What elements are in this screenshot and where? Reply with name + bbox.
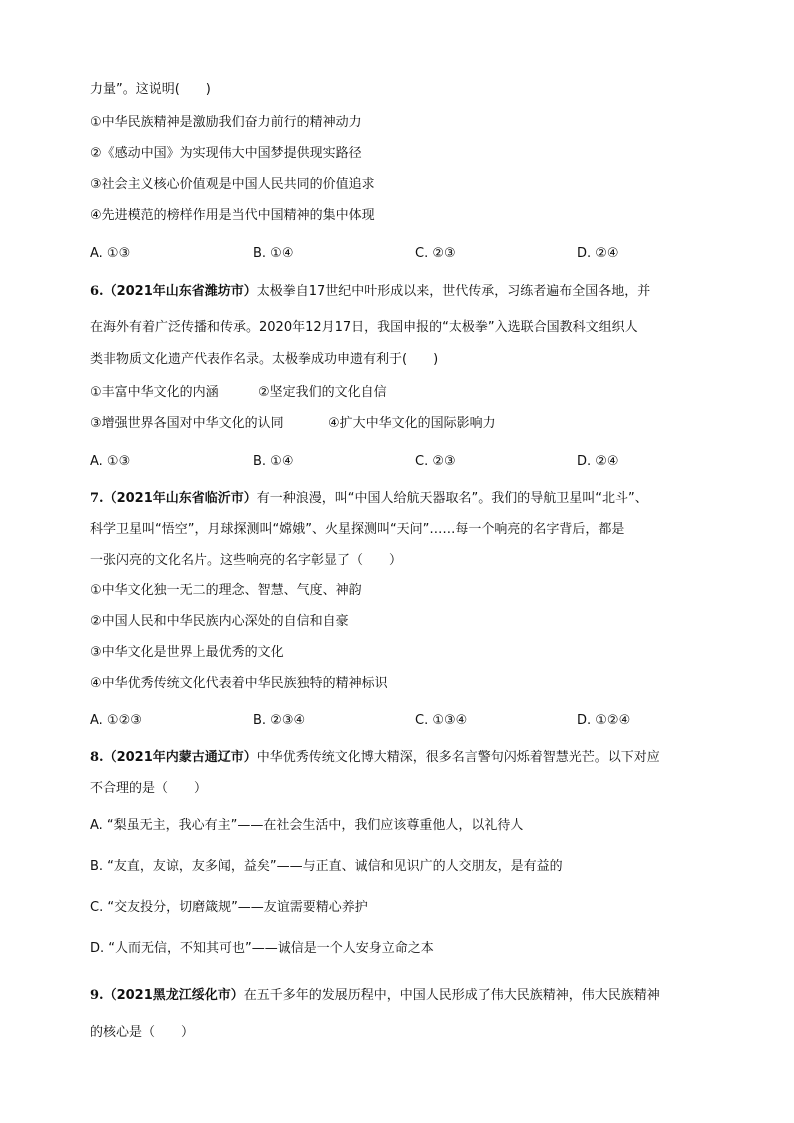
option-d[interactable]: D. ②④ — [577, 246, 619, 261]
option-a[interactable]: A. ①③ — [90, 246, 131, 261]
option-c[interactable]: C. “交友投分，切磨箴规”——友谊需要精心养护 — [90, 900, 368, 915]
question-source: （2021年内蒙古通辽市） — [103, 750, 257, 765]
question-9-stem-line-1 — [90, 986, 660, 1006]
question-number: 9. — [90, 988, 104, 1003]
statement-3: ③增强世界各国对中华文化的认同 — [90, 416, 284, 431]
option-b[interactable]: B. ①④ — [253, 454, 294, 469]
statement-3: ③中华文化是世界上最优秀的文化 — [90, 645, 284, 660]
question-8-stem-line-1 — [90, 748, 660, 768]
stem-text: 有一种浪漫，叫“中国人给航天器取名”。我们的导航卫星叫“北斗”、 — [256, 491, 648, 506]
option-d[interactable]: D. ①②④ — [577, 713, 631, 728]
statement-1: ①丰富中华文化的内涵 — [90, 385, 219, 400]
statement-4: ④先进模范的榜样作用是当代中国精神的集中体现 — [90, 208, 375, 223]
question-7-stem-line-2: 科学卫星叫“悟空”，月球探测叫“嫦娥”、火星探测叫“天问”……每一个响亮的名字背后，都是 — [90, 522, 625, 537]
statement-2: ②中国人民和中华民族内心深处的自信和自豪 — [90, 614, 349, 629]
question-number: 7. — [90, 491, 104, 506]
option-c[interactable]: C. ②③ — [415, 246, 456, 261]
statement-1: ①中华文化独一无二的理念、智慧、气度、神韵 — [90, 583, 362, 598]
stem-text: 中华优秀传统文化博大精深，很多名言警句闪烁着智慧光芒。以下对应 — [256, 750, 660, 765]
option-d[interactable]: D. ②④ — [577, 454, 619, 469]
option-d[interactable]: D. “人而无信，不知其可也”——诚信是一个人安身立命之本 — [90, 941, 434, 956]
question-number: 8. — [90, 750, 104, 765]
question-source: （2021年山东省潍坊市） — [103, 284, 257, 299]
question-7-stem-line-1 — [90, 489, 648, 509]
stem-text: 在五千多年的发展历程中，中国人民形成了伟大民族精神，伟大民族精神 — [243, 988, 660, 1003]
option-a[interactable]: A. “梨虽无主，我心有主”——在社会生活中，我们应该尊重他人，以礼待人 — [90, 818, 524, 833]
question-stem-tail: 力量”。这说明( ) — [90, 82, 211, 97]
option-c[interactable]: C. ②③ — [415, 454, 456, 469]
option-b[interactable]: B. “友直，友谅，友多闻，益矣”——与正直、诚信和见识广的人交朋友，是有益的 — [90, 859, 563, 874]
statement-4: ④扩大中华文化的国际影响力 — [328, 416, 496, 431]
option-b[interactable]: B. ①④ — [253, 246, 294, 261]
option-a[interactable]: A. ①③ — [90, 454, 131, 469]
statement-2: ②《感动中国》为实现伟大中国梦提供现实路径 — [90, 146, 362, 161]
option-c[interactable]: C. ①③④ — [415, 713, 468, 728]
option-b[interactable]: B. ②③④ — [253, 713, 306, 728]
statement-2: ②坚定我们的文化自信 — [258, 385, 387, 400]
question-8-stem-line-2: 不合理的是（ ） — [90, 781, 208, 796]
question-6-stem-line-2: 在海外有着广泛传播和传承。2020年12月17日，我国申报的“太极拳”入选联合国教科文组织人 — [90, 320, 638, 335]
question-number: 6. — [90, 284, 104, 299]
question-7-stem-line-3: 一张闪亮的文化名片。这些响亮的名字彰显了（ ） — [90, 553, 403, 568]
question-6-stem-line-1 — [90, 282, 650, 302]
question-source: （2021黑龙江绥化市） — [103, 988, 244, 1003]
question-source: （2021年山东省临沂市） — [103, 491, 257, 506]
question-9-stem-line-2: 的核心是（ ） — [90, 1025, 195, 1040]
statement-4: ④中华优秀传统文化代表着中华民族独特的精神标识 — [90, 676, 388, 691]
stem-text: 太极拳自17世纪中叶形成以来，世代传承，习练者遍布全国各地，并 — [256, 284, 651, 299]
option-a[interactable]: A. ①②③ — [90, 713, 142, 728]
statement-3: ③社会主义核心价值观是中国人民共同的价值追求 — [90, 177, 375, 192]
statement-1: ①中华民族精神是激励我们奋力前行的精神动力 — [90, 115, 362, 130]
question-6-stem-line-3: 类非物质文化遗产代表作名录。太极拳成功申遗有利于( ) — [90, 352, 439, 367]
